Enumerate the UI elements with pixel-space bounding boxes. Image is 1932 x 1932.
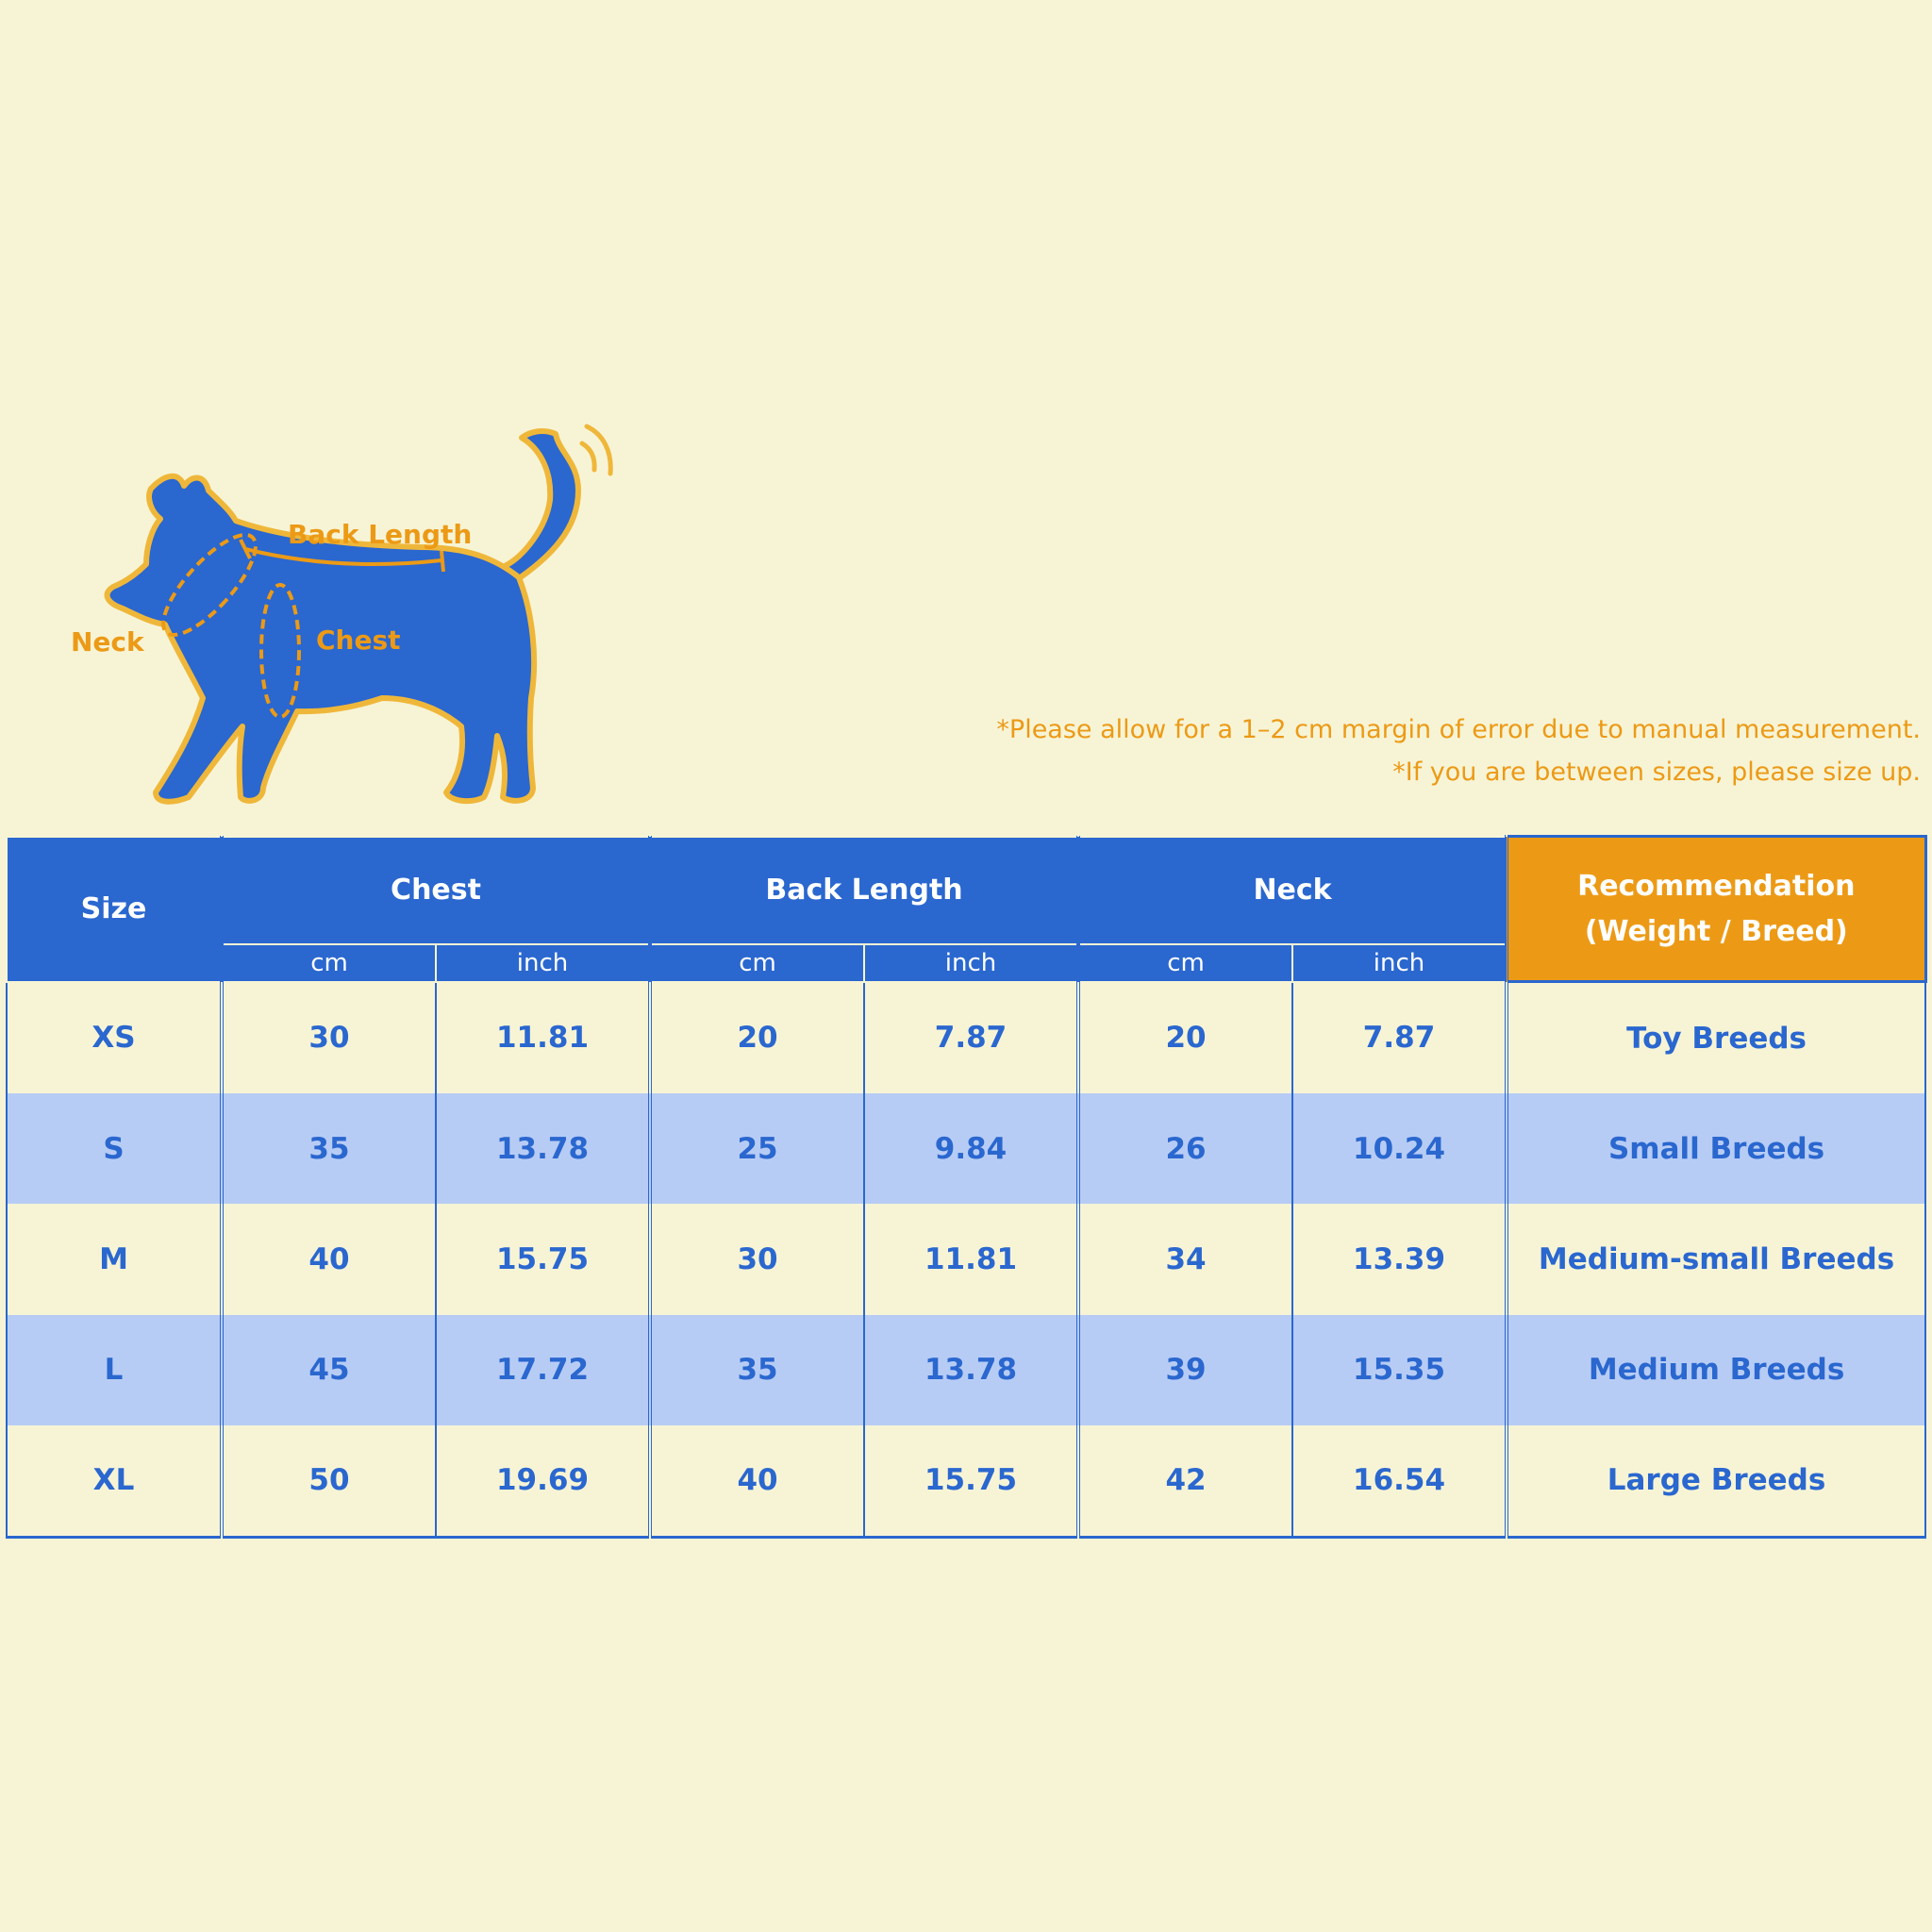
chest-label: Chest xyxy=(316,625,401,656)
back-length-cm-cell: 30 xyxy=(650,1204,864,1314)
back-length-inch-cell: 9.84 xyxy=(864,1093,1078,1204)
recommendation-header-line2: (Weight / Breed) xyxy=(1584,914,1848,948)
tail-motion-mark xyxy=(582,443,594,470)
table-row xyxy=(7,1093,1925,1204)
chest-inch-cell: 13.78 xyxy=(436,1093,650,1204)
size-cell: S xyxy=(7,1093,222,1204)
chest-cm-unit: cm xyxy=(222,944,436,982)
neck-inch-cell: 10.24 xyxy=(1292,1093,1507,1204)
recommendation-cell: Toy Breeds xyxy=(1507,982,1925,1094)
neck-cm-cell: 34 xyxy=(1078,1204,1292,1314)
chest-header: Chest xyxy=(222,837,650,944)
dog-tail xyxy=(505,431,578,583)
size-cell: M xyxy=(7,1204,222,1314)
recommendation-header xyxy=(1507,837,1925,982)
chest-inch-cell: 19.69 xyxy=(436,1425,650,1538)
neck-label: Neck xyxy=(71,626,144,658)
table-row xyxy=(7,982,1925,1094)
recommendation-cell: Medium-small Breeds xyxy=(1507,1204,1925,1314)
neck-cm-cell: 26 xyxy=(1078,1093,1292,1204)
back-length-cm-unit: cm xyxy=(650,944,864,982)
recommendation-cell: Medium Breeds xyxy=(1507,1315,1925,1425)
recommendation-cell: Small Breeds xyxy=(1507,1093,1925,1204)
chest-inch-unit: inch xyxy=(436,944,650,982)
size-cell: L xyxy=(7,1315,222,1425)
chest-inch-cell: 17.72 xyxy=(436,1315,650,1425)
back-length-cm-cell: 20 xyxy=(650,982,864,1094)
back-length-cm-cell: 25 xyxy=(650,1093,864,1204)
chest-inch-cell: 15.75 xyxy=(436,1204,650,1314)
back-length-header: Back Length xyxy=(650,837,1078,944)
size-chart-table xyxy=(6,835,1927,1539)
chest-cm-cell: 30 xyxy=(222,982,436,1094)
size-up-note: *If you are between sizes, please size up. xyxy=(1392,758,1921,787)
back-length-tick-end xyxy=(441,551,443,572)
table-row xyxy=(7,1425,1925,1538)
back-length-cm-cell: 35 xyxy=(650,1315,864,1425)
chest-cm-cell: 50 xyxy=(222,1425,436,1538)
table-row xyxy=(7,1315,1925,1425)
size-cell: XL xyxy=(7,1425,222,1538)
table-row xyxy=(7,1204,1925,1314)
neck-inch-cell: 13.39 xyxy=(1292,1204,1507,1314)
back-length-inch-cell: 11.81 xyxy=(864,1204,1078,1314)
dog-measurement-diagram xyxy=(61,415,632,811)
neck-header: Neck xyxy=(1078,837,1507,944)
neck-inch-cell: 16.54 xyxy=(1292,1425,1507,1538)
back-length-inch-cell: 7.87 xyxy=(864,982,1078,1094)
chest-cm-cell: 40 xyxy=(222,1204,436,1314)
back-length-inch-unit: inch xyxy=(864,944,1078,982)
back-length-inch-cell: 15.75 xyxy=(864,1425,1078,1538)
measurement-error-note: *Please allow for a 1–2 cm margin of error due to manual measurement. xyxy=(996,715,1921,744)
neck-cm-cell: 20 xyxy=(1078,982,1292,1094)
chest-inch-cell: 11.81 xyxy=(436,982,650,1094)
recommendation-cell: Large Breeds xyxy=(1507,1425,1925,1538)
size-cell: XS xyxy=(7,982,222,1094)
back-length-label: Back Length xyxy=(288,519,473,550)
chest-cm-cell: 35 xyxy=(222,1093,436,1204)
chest-cm-cell: 45 xyxy=(222,1315,436,1425)
back-length-cm-cell: 40 xyxy=(650,1425,864,1538)
neck-cm-unit: cm xyxy=(1078,944,1292,982)
recommendation-header-line1: Recommendation xyxy=(1577,869,1856,903)
back-length-inch-cell: 13.78 xyxy=(864,1315,1078,1425)
neck-cm-cell: 39 xyxy=(1078,1315,1292,1425)
neck-cm-cell: 42 xyxy=(1078,1425,1292,1538)
size-header: Size xyxy=(7,837,222,982)
neck-inch-cell: 7.87 xyxy=(1292,982,1507,1094)
neck-inch-cell: 15.35 xyxy=(1292,1315,1507,1425)
neck-inch-unit: inch xyxy=(1292,944,1507,982)
